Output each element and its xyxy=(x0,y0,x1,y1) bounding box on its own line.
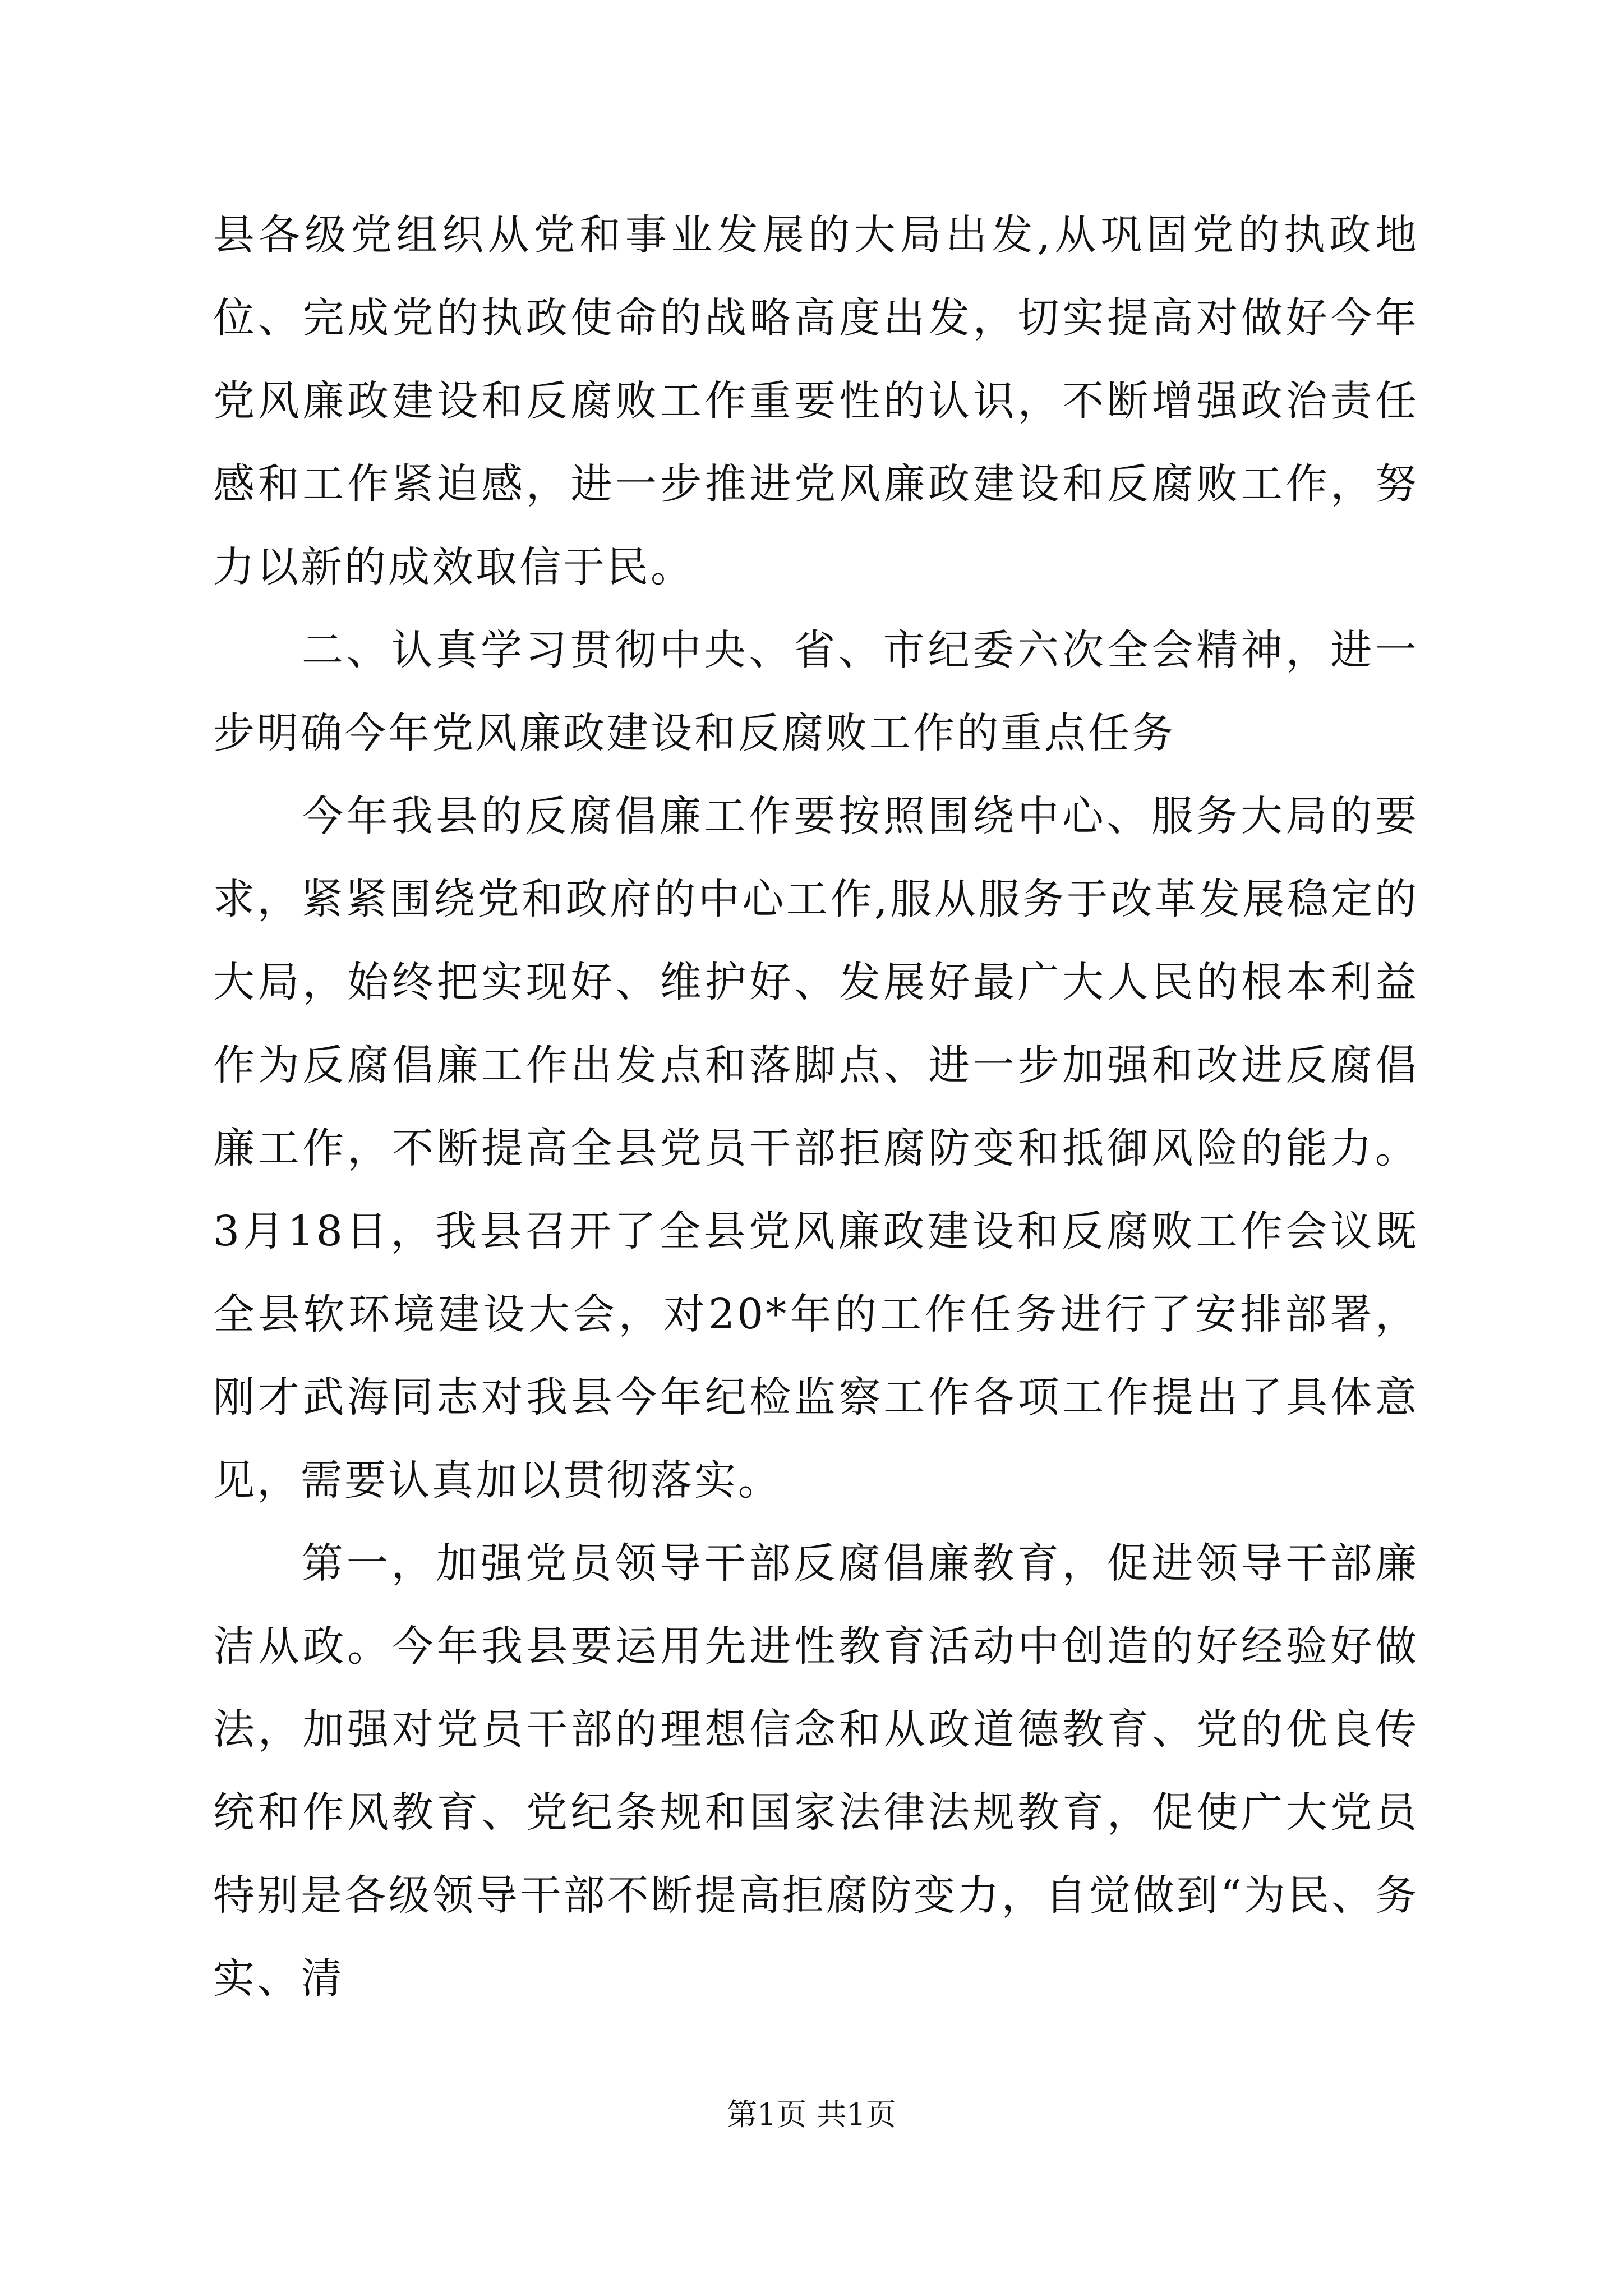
section-heading: 二、认真学习贯彻中央、省、市纪委六次全会精神，进一步明确今年党风廉政建设和反腐败工作的重点任务 xyxy=(213,626,1419,757)
paragraph: 今年我县的反腐倡廉工作要按照围绕中心、服务大局的要求，紧紧围绕党和政府的中心工作,服从服务于改革发展稳定的大局，始终把实现好、维护好、发展好最广大人民的根本利益作为反腐倡廉工作出发点和落脚点、进一步加强和改进反腐倡廉工作，不断提高全县党员干部拒腐防变和抵御风险的能力。3月18日，我县召开了全县党风廉政建设和反腐败工作会议既全县软环境建设大会，对20*年的工作任务进行了安排部署，刚才武海同志对我县今年纪检监察工作各项工作提出了具体意见，需要认真加以贯彻落实。 xyxy=(213,792,1419,1504)
document-body xyxy=(213,194,1419,2020)
paragraph: 第一，加强党员领导干部反腐倡廉教育，促进领导干部廉洁从政。今年我县要运用先进性教育活动中创造的好经验好做法，加强对党员干部的理想信念和从政道德教育、党的优良传统和作风教育、党纪条规和国家法律法规教育，促使广大党员特别是各级领导干部不断提高拒腐防变力，自觉做到“为民、务实、清 xyxy=(213,1539,1419,2003)
page-footer: 第1页 共1页 xyxy=(727,2097,896,2132)
paragraph-continuation: 县各级党组织从党和事业发展的大局出发,从巩固党的执政地位、完成党的执政使命的战略高度出发，切实提高对做好今年党风廉政建设和反腐败工作重要性的认识，不断增强政治责任感和工作紧迫感，进一步推进党风廉政建设和反腐败工作，努力以新的成效取信于民。 xyxy=(213,211,1419,591)
